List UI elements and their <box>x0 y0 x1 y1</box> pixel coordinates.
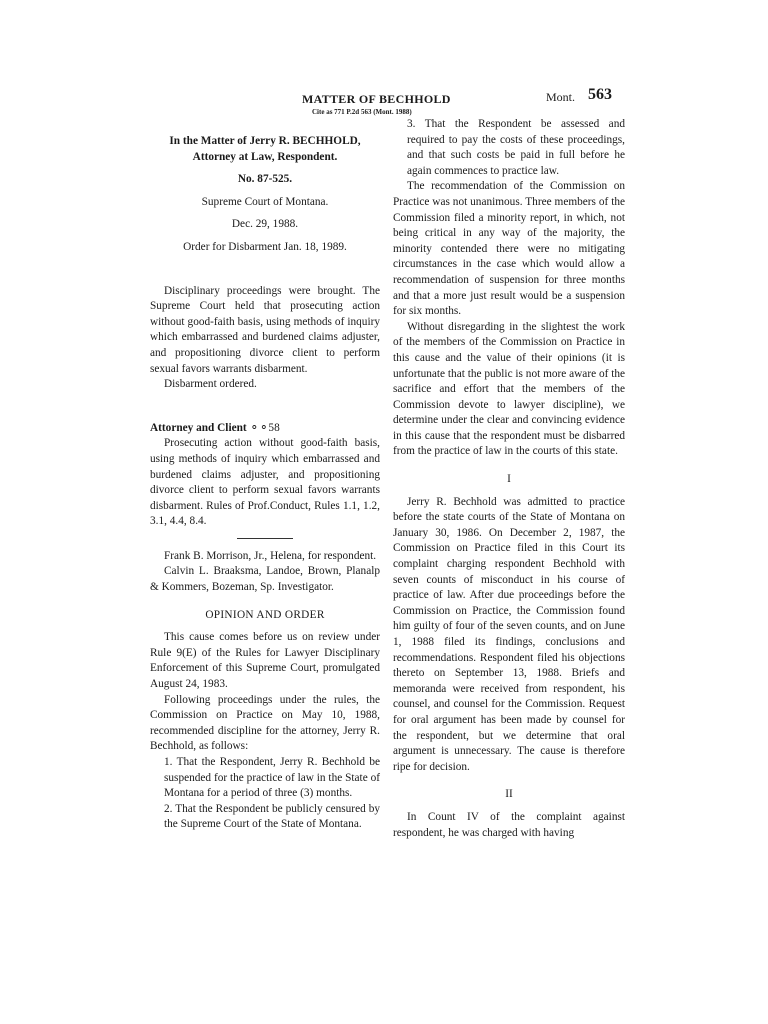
section-heading-1: I <box>507 473 511 486</box>
keynote <box>150 421 380 437</box>
minority-paragraph: The recommendation of the Commission on Practice was not unanimous. Three members of the Commission filed a minority report, in which, not being critical in any way of the majority, the minority contended there were no mitigating circumstances in the case which would allow a recommendation of suspension for three months and that a more just result would be a suspension for six months. <box>393 180 625 318</box>
right-column <box>393 117 625 841</box>
case-caption-line2: Attorney at Law, Respondent. <box>192 150 338 163</box>
recommendation-item-2: 2. That the Respondent be publicly censured by the Supreme Court of the State of Montana. <box>164 802 380 831</box>
keynote-number: ⚬⚬58 <box>249 421 280 434</box>
counsel-investigator: Calvin L. Braaksma, Landoe, Brown, Planalp & Kommers, Bozeman, Sp. Investigator. <box>150 565 380 594</box>
synopsis: Disciplinary proceedings were brought. The Supreme Court held that prosecuting action without good-faith basis, using methods of inquiry which embarrassed and burdened claims adjuster, and propositioning divorce client to perform sexual favors warrants disbarment. <box>150 284 380 375</box>
citation-line: Cite as 771 P.2d 563 (Mont. 1988) <box>312 108 412 116</box>
counsel-respondent: Frank B. Morrison, Jr., Helena, for respondent. <box>164 549 377 562</box>
section-heading-2: II <box>505 788 513 801</box>
headnote: Prosecuting action without good-faith basis, using methods of inquiry which embarrassed and burdened claims adjuster, and propositioning divorce client to perform sexual favors warrants disbarment. Rules of Prof.Conduct, Rules 1.1, 1.2, 3.1, 4.4, 8.4. <box>150 437 380 528</box>
reporter-abbrev: Mont. <box>546 90 576 104</box>
case-number: No. 87-525. <box>237 173 293 186</box>
count-paragraph: In Count IV of the complaint against respondent, he was charged with having <box>393 810 625 839</box>
running-title: MATTER OF BECHHOLD <box>302 92 451 106</box>
opinion-heading: OPINION AND ORDER <box>205 608 325 621</box>
determination-paragraph: Without disregarding in the slightest the work of the members of the Commission on Practice in this cause and the value of their opinions (it is unfortunate that the public is not more aware of the sacrifice and effort that the members of the Commission devote to lawyer discipline), we determine under the clear and convincing evidence in this cause that the respondent must be disbarred from the practice of law in the courts of this state. <box>393 320 625 458</box>
decision-date: Dec. 29, 1988. <box>231 218 299 231</box>
recommendation-item-1: 1. That the Respondent, Jerry R. Bechhold be suspended for the practice of law in the State of Montana for a period of three (3) months. <box>164 756 380 800</box>
left-column <box>150 134 380 833</box>
case-caption-line1: In the Matter of Jerry R. BECHHOLD, <box>169 135 361 147</box>
order-date: Order for Disbarment Jan. 18, 1989. <box>183 240 347 253</box>
opinion-paragraph-2: Following proceedings under the rules, the Commission on Practice on May 10, 1988, recommended discipline for the attorney, Jerry R. Bechhold, as follows: <box>150 693 380 753</box>
divider-rule <box>237 538 293 539</box>
court-name: Supreme Court of Montana. <box>201 195 329 208</box>
keynote-topic: Attorney and Client <box>150 421 247 434</box>
opinion-paragraph-1: This cause comes before us on review under Rule 9(E) of the Rules for Lawyer Disciplinary Enforcement of this Supreme Court, promulgated August 24, 1983. <box>150 631 380 691</box>
page-number: 563 <box>588 86 612 103</box>
disposition: Disbarment ordered. <box>164 378 257 391</box>
admission-paragraph: Jerry R. Bechhold was admitted to practice before the state courts of the State of Montana on January 30, 1986. On December 2, 1987, the Commission on Practice filed in this Court its complaint charging respondent Bechhold with seven counts of misconduct in his course of practice of law. After due proceedings before the Commission on Practice, the Commission found him guilty of four of the seven counts, and on June 1, 1988 filed its findings, conclusions and recommendations. Respondent filed his objections thereto on September 13, 1988. Briefs and memoranda were received from respondent, his counsel, and counsel for the Commission. Request for oral argument has been made by counsel for the respondent, but we determine that oral argument is unnecessary. The cause is therefore ripe for decision. <box>393 495 625 773</box>
recommendation-item-3: 3. That the Respondent be assessed and required to pay the costs of these proceedings, and that such costs be paid in full before he again commences to practice law. <box>407 118 625 177</box>
